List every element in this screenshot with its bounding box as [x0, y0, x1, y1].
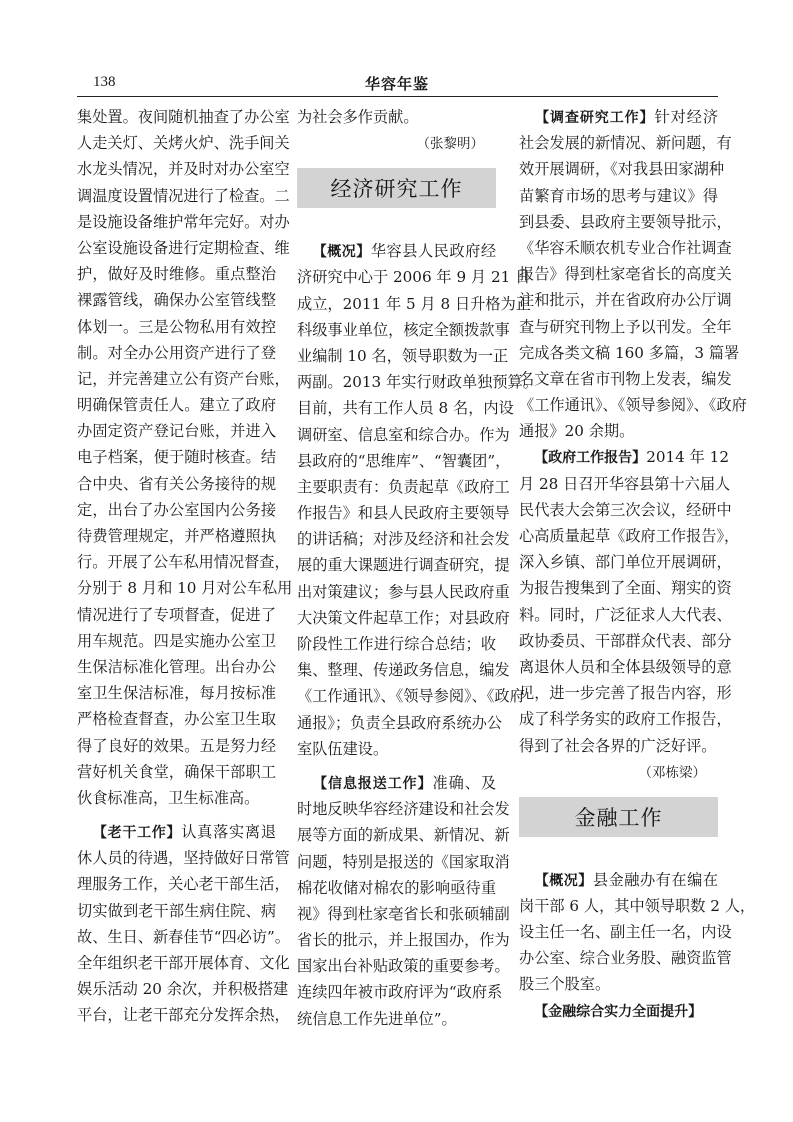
text-line: 成了科学务实的政府工作报告， — [519, 710, 732, 729]
text-line: 棉花收储对棉农的影响亟待重 — [297, 878, 496, 897]
text-line: 出对策建议；参与县人民政府重 — [297, 582, 510, 601]
text-line: 分别于 8 月和 10 月对公车私用 — [77, 579, 293, 598]
text-line: 严格检查督查，办公室卫生取 — [77, 710, 276, 729]
finance-strength-keyword: 【金融综合实力全面提升】 — [534, 1003, 703, 1020]
section-body — [519, 893, 756, 998]
paragraph-heading-line: 【老干工作】认真落实离退 — [92, 823, 277, 842]
text-line: 主要职责有：负责起草《政府工 — [297, 477, 510, 496]
section-body — [519, 130, 747, 444]
section-body — [297, 796, 510, 1032]
text-line: 统信息工作先进单位”。 — [297, 1009, 457, 1028]
text-line: 伙食标准高，卫生标准高。 — [77, 788, 260, 807]
text-line: 制。对全办公用资产进行了登 — [77, 343, 276, 362]
retired-cadre-keyword: 【老干工作】 — [92, 825, 182, 842]
section-body — [77, 845, 290, 1028]
text-line: 护，做好及时维修。重点整治 — [77, 265, 276, 284]
text-line: 国家出台补贴政策的重要参考。 — [297, 957, 510, 976]
paragraph-gap — [297, 762, 496, 770]
text-line: 娱乐活动 20 余次，并积极搭建 — [77, 980, 289, 999]
text-line: 裸露管线，确保办公室管线整 — [77, 291, 276, 310]
text-line: 社会发展的新情况、新问题，有 — [519, 134, 732, 153]
text-line: 的讲话稿；对涉及经济和社会发 — [297, 530, 510, 549]
info-report-keyword: 【信息报送工作】 — [312, 775, 433, 792]
text-line: 待费管理规定，并严格遵照执 — [77, 527, 276, 545]
text-line: 通报》20 余期。 — [519, 422, 635, 441]
author-signature: （邓栋梁） — [638, 764, 706, 781]
text-line: 《工作通讯》、《领导参阅》、《政府 — [297, 687, 525, 706]
text-line: 得到了社会各界的广泛好评。 — [519, 736, 717, 755]
text-line: 公室设施设备进行定期检查、维 — [77, 238, 290, 257]
text-line: 深入乡镇、部门单位开展调研， — [519, 553, 732, 572]
text-line: 注和批示，并在省政府办公厅调 — [519, 291, 732, 310]
text-line: 办固定资产登记台账，并进入 — [77, 422, 276, 441]
text-line: 《工作通讯》、《领导参阅》、《政府 — [519, 396, 747, 415]
gov-report-keyword: 【政府工作报告】 — [534, 450, 647, 467]
text-line: 记，并完善建立公有资产台账， — [77, 369, 290, 388]
text-line: 岗干部 6 人，其中领导职数 2 人， — [519, 896, 756, 915]
section-body — [297, 104, 496, 130]
text-line: 是设施设备维护常年完好。对办 — [77, 212, 290, 231]
text-line: 民代表大会第三次会议，经研中 — [519, 500, 732, 519]
text-line: 为社会多作贡献。 — [297, 108, 419, 126]
text-line: 效开展调研，《对我县田家湖种 — [519, 160, 725, 179]
text-line: 目前，共有工作人员 8 名，内设 — [297, 399, 514, 418]
text-line: 集、整理、传递政务信息，编发 — [297, 661, 510, 680]
paragraph-heading-line — [519, 998, 718, 1024]
section-title-economic-research: 经济研究工作 — [297, 168, 496, 208]
text-line: 报告》得到杜家亳省长的高度关 — [519, 265, 732, 284]
column-right — [519, 104, 756, 1024]
section-body — [77, 104, 293, 811]
text-line: 名文章在省市刊物上发表，编发 — [519, 369, 732, 388]
text-line: 生保洁标准化管理。出台办公 — [77, 657, 276, 676]
text-line: 两副。2013 年实行财政单独预算。 — [297, 373, 538, 392]
text-line: 调研室、信息室和综合办。作为 — [297, 425, 510, 444]
section-body — [519, 471, 740, 759]
finance-overview-keyword: 【概况】 — [534, 872, 593, 889]
research-keyword: 【调查研究工作】 — [534, 110, 655, 126]
column-middle — [297, 104, 538, 1032]
text-line: 定，出台了办公室国内公务接 — [77, 500, 276, 519]
paragraph-heading-line: 【政府工作报告】2014 年 12 — [534, 448, 730, 467]
text-line: 得了良好的效果。五是努力经 — [77, 736, 276, 755]
text-line: 全年组织老干部开展体育、文化 — [77, 954, 290, 972]
text-line: 苗繁育市场的思考与建议》得 — [519, 186, 718, 205]
text-line: 设主任一名、副主任一名，内设 — [519, 923, 732, 942]
text-line: 合中央、省有关公务接待的规 — [77, 474, 276, 493]
text-line: 查与研究刊物上予以刊发。全年 — [519, 317, 732, 336]
text-line: 视》得到杜家亳省长和张硕辅副 — [297, 904, 510, 923]
text-line: 展等方面的新成果、新情况、新 — [297, 826, 510, 845]
text-line: 休人员的待遇，坚持做好日常管 — [77, 849, 290, 868]
text-line: 体划一。三是公物私用有效控 — [77, 317, 276, 336]
text-line: 离退休人员和全体县级领导的意 — [519, 657, 732, 676]
text-line: 故、生日、新春佳节“四必访”。 — [77, 927, 290, 946]
text-line: 用车规范。四是实施办公室卫 — [77, 631, 276, 650]
text-line: 大决策文件起草工作；对县政府 — [297, 608, 510, 627]
text-line: 调温度设置情况进行了检查。二 — [77, 186, 290, 205]
text-line: 室卫生保洁标准，每月按标准 — [77, 684, 276, 703]
text-line: 理服务工作，关心老干部生活， — [77, 875, 290, 894]
text-line: 明确保管责任人。建立了政府 — [77, 396, 276, 415]
section-body — [297, 264, 538, 762]
text-line: 水龙头情况，并及时对办公室空 — [77, 160, 290, 179]
overview-keyword: 【概况】 — [312, 244, 371, 261]
text-line: 作报告》和县人民政府主要领导 — [297, 504, 510, 523]
paragraph-heading-line: 【概况】华容县人民政府经 — [312, 242, 497, 261]
text-line: 《华容禾顺农机专业合作社调查 — [519, 238, 732, 257]
author-signature: （张黎明） — [416, 136, 484, 153]
paragraph-heading-line: 【信息报送工作】准确、及 — [312, 773, 496, 792]
text-line: 科级事业单位，核定全额拨款事 — [297, 320, 510, 339]
page-number: 138 — [93, 74, 116, 90]
text-line: 业编制 10 名，领导职数为一正 — [297, 346, 509, 365]
text-line: 时地反映华容经济建设和社会发 — [297, 800, 510, 819]
text-line: 展的重大课题进行调查研究，提 — [297, 556, 510, 575]
text-line: 阶段性工作进行综合总结；收 — [297, 635, 496, 653]
paragraph-heading-line: 【概况】县金融办有在编在 — [534, 870, 719, 889]
text-line: 平台，让老干部充分发挥余热， — [77, 1006, 290, 1025]
page-header — [77, 72, 717, 94]
text-line: 完成各类文稿 160 多篇，3 篇署 — [519, 343, 740, 362]
text-line: 到县委、县政府主要领导批示， — [519, 212, 732, 231]
text-line: 情况进行了专项督查，促进了 — [77, 605, 276, 624]
paragraph-gap — [77, 811, 276, 819]
text-line: 室队伍建设。 — [297, 739, 389, 758]
text-line: 行。开展了公车私用情况督查， — [77, 553, 290, 572]
text-line: 人走关灯、关烤火炉、洗手间关 — [77, 134, 290, 153]
text-line: 省长的批示，并上报国办，作为 — [297, 931, 510, 950]
column-left — [77, 104, 293, 1029]
text-line: 政协委员、干部群众代表、部分 — [519, 631, 732, 650]
text-line: 心高质量起草《政府工作报告》， — [519, 527, 740, 545]
text-line: 切实做到老干部生病住院、病 — [77, 901, 276, 920]
text-line: 连续四年被市政府评为“政府系 — [297, 983, 503, 1002]
text-line: 通报》；负责全县政府系统办公 — [297, 713, 503, 732]
text-line: 电子档案，便于随时核查。结 — [77, 448, 276, 467]
text-line: 成立，2011 年 5 月 8 日升格为正 — [297, 294, 531, 313]
text-line: 县政府的“思维库”、“智囊团”， — [297, 451, 511, 470]
text-line: 料。同时，广泛征求人大代表、 — [519, 605, 732, 624]
header-rule — [77, 96, 718, 97]
text-line: 集处置。夜间随机抽查了办公室 — [77, 108, 290, 126]
section-title-finance: 金融工作 — [519, 797, 718, 837]
text-line: 见，进一步完善了报告内容，形 — [519, 684, 732, 703]
text-line: 办公室、综合业务股、融资监管 — [519, 949, 732, 968]
text-line: 营好机关食堂，确保干部职工 — [77, 762, 276, 781]
text-line: 为报告搜集到了全面、翔实的资 — [519, 579, 732, 598]
text-line: 济研究中心于 2006 年 9 月 21 日 — [297, 268, 531, 287]
text-line: 问题，特别是报送的《国家取消 — [297, 852, 510, 871]
book-title: 华容年鉴 — [364, 75, 429, 93]
paragraph-heading-line: 【调查研究工作】针对经济 — [534, 108, 718, 126]
text-line: 月 28 日召开华容县第十六届人 — [519, 474, 731, 493]
text-line: 股三个股室。 — [519, 975, 611, 994]
